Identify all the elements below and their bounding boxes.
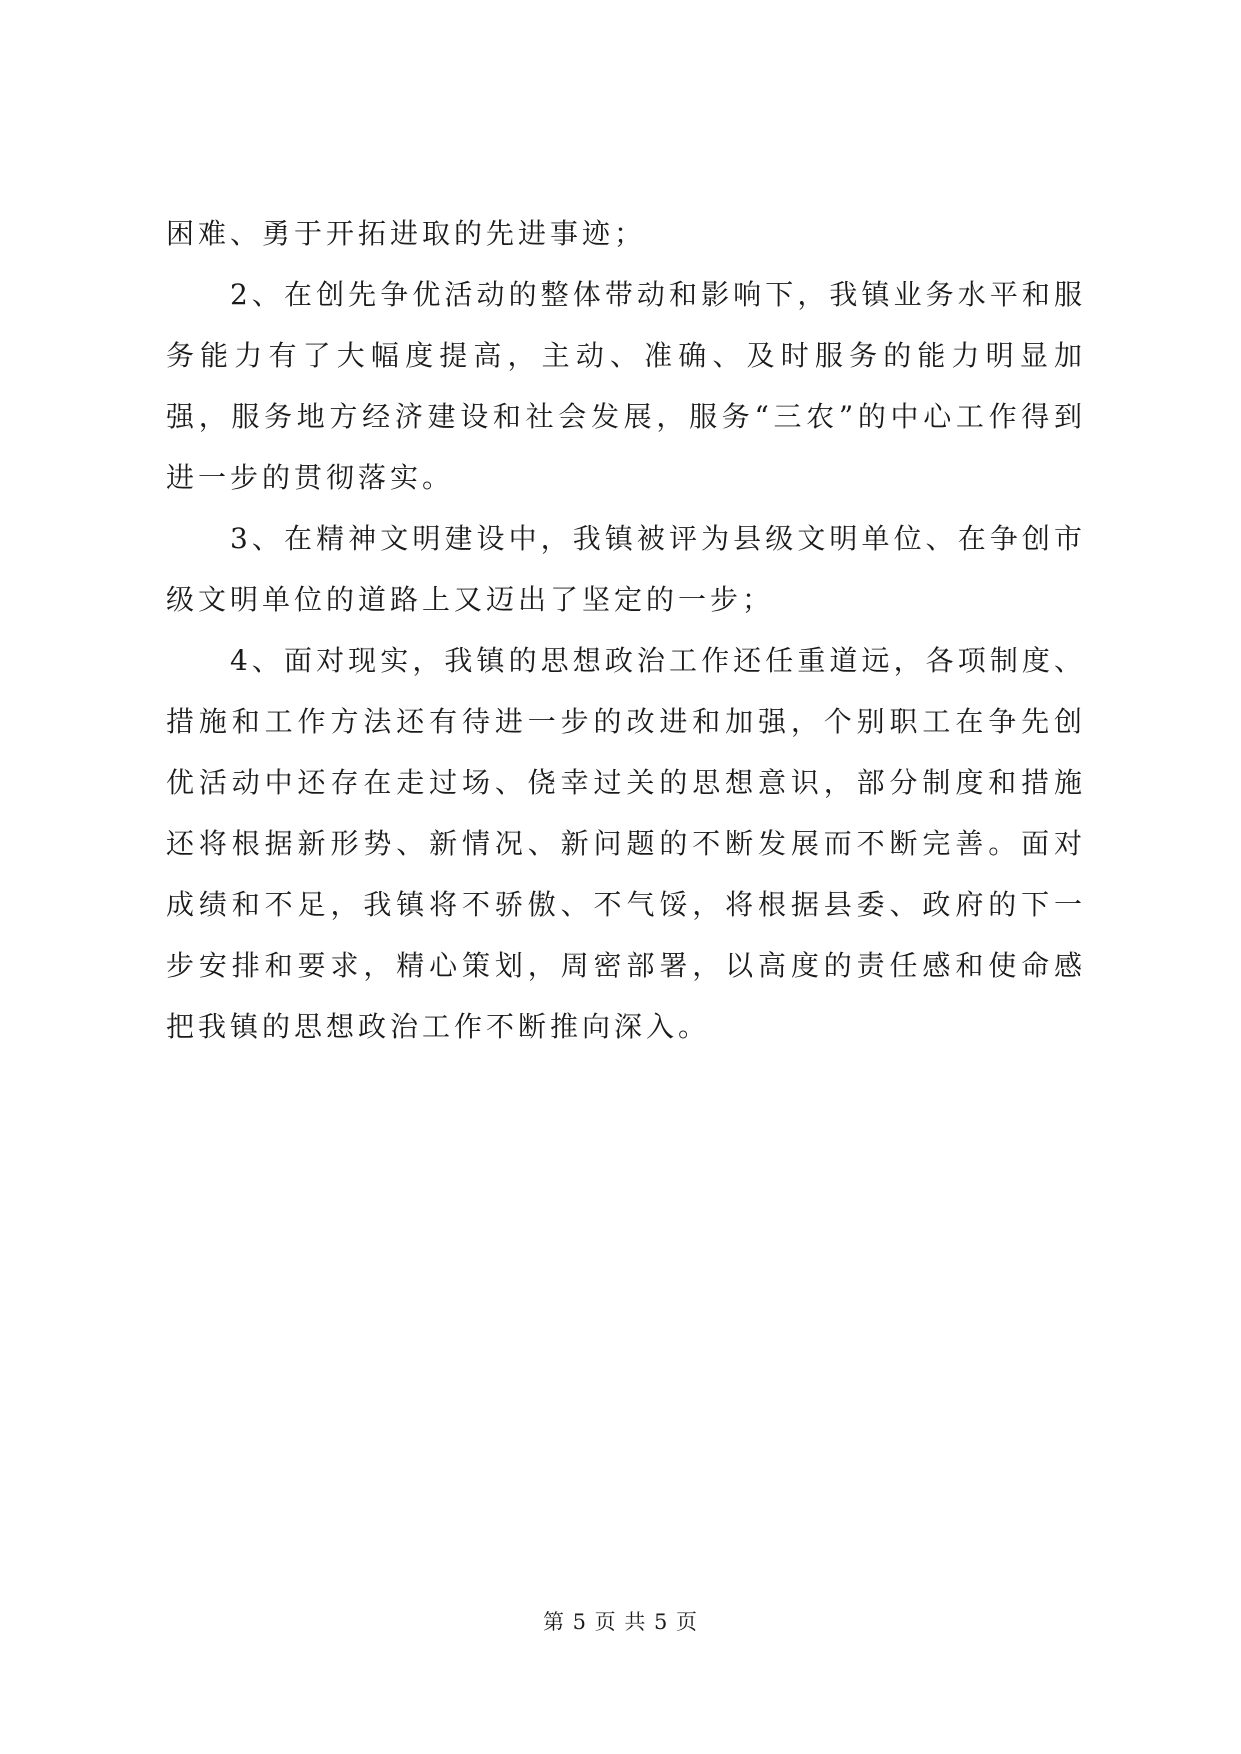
document-body [166, 203, 1086, 1057]
paragraph-item-2: 2、在创先争优活动的整体带动和影响下，我镇业务水平和服务能力有了大幅度提高，主动、准确、及时服务的能力明显加强，服务地方经济建设和社会发展，服务“三农”的中心工作得到进一步的贯彻落实。 [166, 278, 1086, 494]
paragraph-item-3: 3、在精神文明建设中，我镇被评为县级文明单位、在争创市级文明单位的道路上又迈出了坚定的一步； [166, 522, 1086, 616]
page-number-footer: 第 5 页 共 5 页 [542, 1610, 699, 1634]
paragraph-continuation: 困难、勇于开拓进取的先进事迹； [166, 217, 647, 250]
paragraph-item-4: 4、面对现实，我镇的思想政治工作还任重道远，各项制度、措施和工作方法还有待进一步的改进和加强，个别职工在争先创优活动中还存在走过场、侥幸过关的思想意识，部分制度和措施还将根据新形势、新情况、新问题的不断发展而不断完善。面对成绩和不足，我镇将不骄傲、不气馁，将根据县委、政府的下一步安排和要求，精心策划，周密部署，以高度的责任感和使命感把我镇的思想政治工作不断推向深入。 [166, 644, 1086, 1043]
